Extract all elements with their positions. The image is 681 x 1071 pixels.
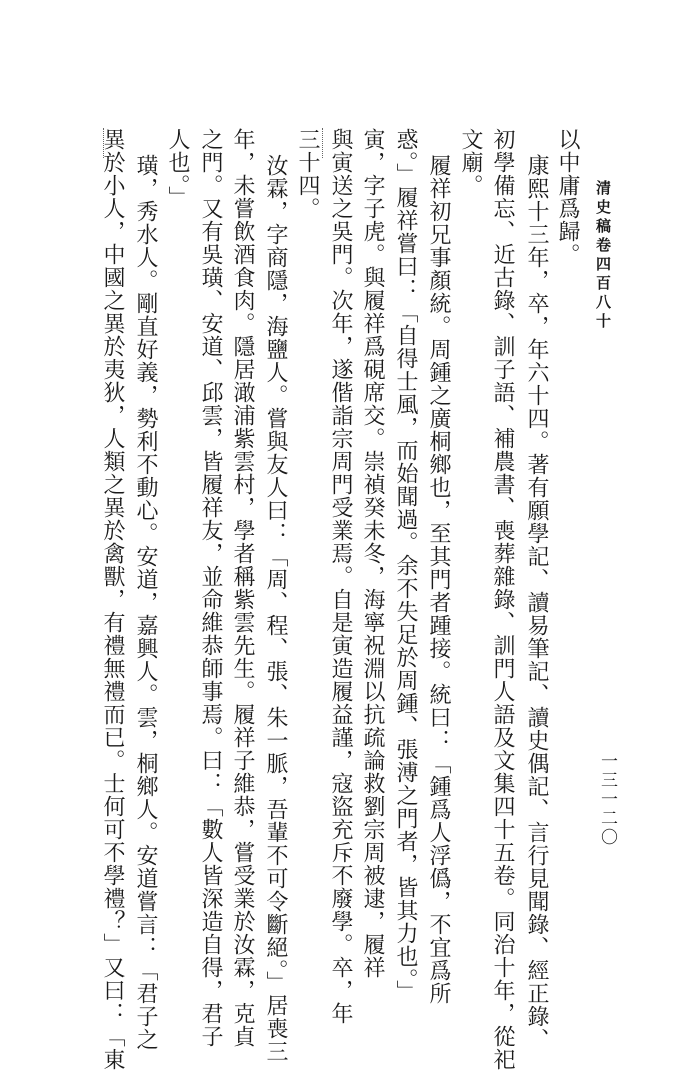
running-header: 清史稿卷四百八十	[594, 180, 612, 332]
text-column: 康熙十三年，卒，年六十四。著有願學記、讀易筆記、讀史偶記、言行見聞錄、經正錄、	[524, 154, 549, 1051]
text-column: 文廟。	[458, 128, 483, 197]
text-column: 之門。又有吳璜、安道、邱雲，皆履祥友，並命維恭師事焉。曰：「數人皆深造自得，君子	[198, 128, 223, 1048]
text-column: 寅，字子虎。與履祥爲硯席交。崇禎癸未冬，海寧祝淵以抗疏論救劉宗周被逮，履祥	[360, 128, 385, 979]
text-column: 履祥初兄事顏統。周鍾之廣桐鄉也，至其門者踵接。統曰：「鍾爲人浮僞，不宜爲所	[426, 154, 451, 1005]
text-column: 異於小人，中國之異於夷狄，人類之異於禽獸，有禮無禮而已。士何可不學禮？」又曰：「東	[100, 128, 125, 1071]
text-column: 汝霖，字商隱，海鹽人。嘗與友人曰：「周、程、張、朱一脈，吾輩不可令斷絕。」居喪三	[263, 154, 288, 1063]
text-column: 惑。」履祥嘗曰：「自得士風，而始聞過。余不失足於周鍾、張溥之門者，皆其力也。」	[393, 128, 418, 1003]
text-column: 璜，秀水人。剛直好義，勢利不動心。安道，嘉興人。雲，桐鄉人。安道嘗言：「君子之	[133, 154, 158, 1051]
text-column: 人也。」	[165, 128, 190, 209]
page-number: 一三一二〇	[597, 752, 617, 847]
text-column: 三十四。	[295, 128, 320, 220]
text-column: 以中庸爲歸。	[555, 128, 580, 266]
text-column: 初學備忘、近古錄、訓子語、補農書、喪葬雜錄、訓門人語及文集四十五卷。同治十年，從祀	[490, 128, 515, 1071]
text-column: 年，未嘗飲酒食肉。隱居澉浦紫雲村，學者稱紫雲先生。履祥子維恭，嘗受業於汝霖，克貞	[230, 128, 255, 1048]
text-column: 與寅送之吳門。次年，遂偕詣宗周門受業焉。自是寅造履益謹，寇盜充斥不廢學。卒，年	[328, 128, 353, 1025]
paragraph-mark	[322, 128, 324, 158]
